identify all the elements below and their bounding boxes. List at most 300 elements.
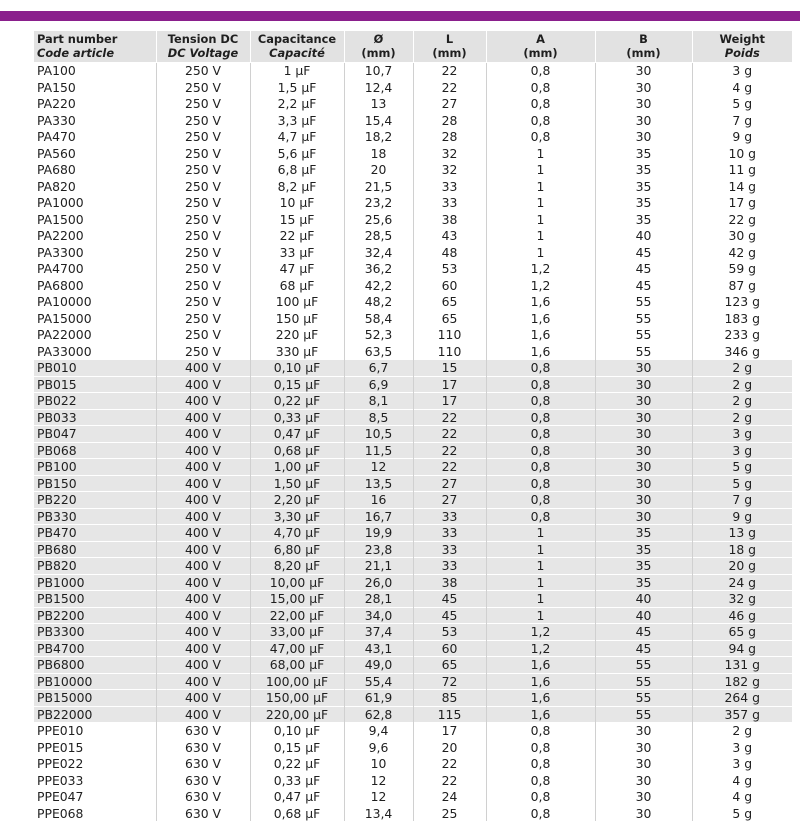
part-number-cell: PB047 (34, 426, 156, 443)
length-cell: 15 (413, 360, 486, 377)
table-row (34, 277, 792, 294)
weight-cell: 3 g (692, 756, 792, 773)
part-number-cell: PPE033 (34, 772, 156, 789)
a-cell: 0,8 (486, 129, 595, 146)
diameter-cell: 61,9 (344, 690, 413, 707)
diameter-cell: 16 (344, 492, 413, 509)
diameter-cell: 21,5 (344, 178, 413, 195)
diameter-cell: 34,0 (344, 607, 413, 624)
diameter-cell: 28,5 (344, 228, 413, 245)
part-number-cell: PA330 (34, 112, 156, 129)
voltage-cell: 630 V (156, 739, 250, 756)
part-number-cell: PB680 (34, 541, 156, 558)
b-cell: 30 (595, 756, 692, 773)
capacitance-cell: 0,10 µF (250, 723, 344, 740)
voltage-cell: 630 V (156, 756, 250, 773)
a-cell: 1 (486, 211, 595, 228)
part-number-cell: PA1500 (34, 211, 156, 228)
weight-cell: 3 g (692, 739, 792, 756)
voltage-cell: 250 V (156, 228, 250, 245)
col-header-weight: Weight Poids (692, 31, 792, 63)
length-cell: 115 (413, 706, 486, 723)
weight-cell: 5 g (692, 475, 792, 492)
length-cell: 43 (413, 228, 486, 245)
b-cell: 30 (595, 442, 692, 459)
header-row (34, 31, 792, 63)
weight-cell: 183 g (692, 310, 792, 327)
part-number-cell: PB150 (34, 475, 156, 492)
capacitance-cell: 0,15 µF (250, 376, 344, 393)
b-cell: 30 (595, 360, 692, 377)
table-row (34, 541, 792, 558)
capacitance-cell: 47 µF (250, 261, 344, 278)
b-cell: 35 (595, 525, 692, 542)
a-cell: 1,6 (486, 673, 595, 690)
voltage-cell: 250 V (156, 96, 250, 113)
table-row (34, 508, 792, 525)
a-cell: 1 (486, 244, 595, 261)
weight-cell: 4 g (692, 772, 792, 789)
a-cell: 0,8 (486, 723, 595, 740)
table-row (34, 805, 792, 821)
diameter-cell: 12,4 (344, 79, 413, 96)
length-cell: 33 (413, 508, 486, 525)
voltage-cell: 250 V (156, 79, 250, 96)
a-cell: 0,8 (486, 756, 595, 773)
col-header-part-number: Part number Code article (34, 31, 156, 63)
diameter-cell: 20 (344, 162, 413, 179)
length-cell: 110 (413, 327, 486, 344)
b-cell: 45 (595, 624, 692, 641)
part-number-cell: PA33000 (34, 343, 156, 360)
diameter-cell: 8,1 (344, 393, 413, 410)
b-cell: 35 (595, 162, 692, 179)
b-cell: 30 (595, 79, 692, 96)
diameter-cell: 11,5 (344, 442, 413, 459)
length-cell: 72 (413, 673, 486, 690)
diameter-cell: 25,6 (344, 211, 413, 228)
table-row (34, 79, 792, 96)
a-cell: 1 (486, 228, 595, 245)
a-cell: 0,8 (486, 376, 595, 393)
voltage-cell: 630 V (156, 789, 250, 806)
a-cell: 0,8 (486, 393, 595, 410)
table-row (34, 63, 792, 80)
table-row (34, 624, 792, 641)
a-cell: 0,8 (486, 492, 595, 509)
b-cell: 30 (595, 723, 692, 740)
b-cell: 35 (595, 541, 692, 558)
b-cell: 35 (595, 145, 692, 162)
weight-cell: 20 g (692, 558, 792, 575)
capacitance-cell: 100,00 µF (250, 673, 344, 690)
length-cell: 28 (413, 129, 486, 146)
weight-cell: 2 g (692, 723, 792, 740)
length-cell: 27 (413, 475, 486, 492)
diameter-cell: 12 (344, 772, 413, 789)
length-cell: 85 (413, 690, 486, 707)
part-number-cell: PB3300 (34, 624, 156, 641)
a-cell: 1 (486, 178, 595, 195)
weight-cell: 46 g (692, 607, 792, 624)
diameter-cell: 8,5 (344, 409, 413, 426)
weight-cell: 32 g (692, 591, 792, 608)
table-row (34, 327, 792, 344)
diameter-cell: 32,4 (344, 244, 413, 261)
b-cell: 30 (595, 129, 692, 146)
length-cell: 27 (413, 96, 486, 113)
table-row (34, 195, 792, 212)
length-cell: 22 (413, 459, 486, 476)
weight-cell: 131 g (692, 657, 792, 674)
length-cell: 27 (413, 492, 486, 509)
diameter-cell: 9,4 (344, 723, 413, 740)
voltage-cell: 400 V (156, 426, 250, 443)
part-number-cell: PA3300 (34, 244, 156, 261)
col-header-length: L (mm) (413, 31, 486, 63)
part-number-cell: PA470 (34, 129, 156, 146)
length-cell: 33 (413, 558, 486, 575)
diameter-cell: 10,7 (344, 63, 413, 80)
weight-cell: 10 g (692, 145, 792, 162)
diameter-cell: 12 (344, 459, 413, 476)
part-number-cell: PB068 (34, 442, 156, 459)
table-row (34, 145, 792, 162)
b-cell: 30 (595, 459, 692, 476)
weight-cell: 42 g (692, 244, 792, 261)
part-number-cell: PA680 (34, 162, 156, 179)
weight-cell: 264 g (692, 690, 792, 707)
table-row (34, 459, 792, 476)
capacitance-cell: 68 µF (250, 277, 344, 294)
a-cell: 1,6 (486, 327, 595, 344)
part-number-cell: PPE022 (34, 756, 156, 773)
weight-cell: 24 g (692, 574, 792, 591)
capacitance-cell: 0,47 µF (250, 789, 344, 806)
b-cell: 30 (595, 426, 692, 443)
table-row (34, 162, 792, 179)
diameter-cell: 36,2 (344, 261, 413, 278)
weight-cell: 13 g (692, 525, 792, 542)
part-number-cell: PA2200 (34, 228, 156, 245)
diameter-cell: 62,8 (344, 706, 413, 723)
a-cell: 0,8 (486, 96, 595, 113)
weight-cell: 9 g (692, 129, 792, 146)
capacitance-cell: 1,50 µF (250, 475, 344, 492)
table-row (34, 294, 792, 311)
weight-cell: 14 g (692, 178, 792, 195)
table-row (34, 442, 792, 459)
table-row (34, 475, 792, 492)
length-cell: 22 (413, 63, 486, 80)
b-cell: 55 (595, 294, 692, 311)
table-row (34, 607, 792, 624)
voltage-cell: 400 V (156, 442, 250, 459)
voltage-cell: 250 V (156, 294, 250, 311)
capacitance-cell: 0,22 µF (250, 393, 344, 410)
a-cell: 0,8 (486, 789, 595, 806)
part-number-cell: PA150 (34, 79, 156, 96)
capacitance-cell: 0,33 µF (250, 772, 344, 789)
voltage-cell: 400 V (156, 673, 250, 690)
b-cell: 45 (595, 640, 692, 657)
part-number-cell: PA820 (34, 178, 156, 195)
capacitance-cell: 6,80 µF (250, 541, 344, 558)
length-cell: 25 (413, 805, 486, 821)
voltage-cell: 250 V (156, 129, 250, 146)
table-body (34, 63, 792, 821)
a-cell: 0,8 (486, 772, 595, 789)
voltage-cell: 400 V (156, 558, 250, 575)
part-number-cell: PA10000 (34, 294, 156, 311)
diameter-cell: 55,4 (344, 673, 413, 690)
voltage-cell: 630 V (156, 805, 250, 821)
diameter-cell: 6,7 (344, 360, 413, 377)
voltage-cell: 250 V (156, 310, 250, 327)
diameter-cell: 12 (344, 789, 413, 806)
table-row (34, 492, 792, 509)
weight-cell: 2 g (692, 360, 792, 377)
part-number-cell: PB022 (34, 393, 156, 410)
length-cell: 22 (413, 79, 486, 96)
b-cell: 35 (595, 211, 692, 228)
voltage-cell: 250 V (156, 211, 250, 228)
table-row (34, 690, 792, 707)
a-cell: 0,8 (486, 360, 595, 377)
part-number-cell: PPE015 (34, 739, 156, 756)
a-cell: 1 (486, 145, 595, 162)
weight-cell: 59 g (692, 261, 792, 278)
weight-cell: 11 g (692, 162, 792, 179)
b-cell: 30 (595, 789, 692, 806)
table-row (34, 310, 792, 327)
b-cell: 55 (595, 673, 692, 690)
a-cell: 1 (486, 574, 595, 591)
length-cell: 60 (413, 640, 486, 657)
capacitance-cell: 4,7 µF (250, 129, 344, 146)
part-number-cell: PPE068 (34, 805, 156, 821)
a-cell: 1,2 (486, 277, 595, 294)
part-number-cell: PA22000 (34, 327, 156, 344)
length-cell: 17 (413, 723, 486, 740)
part-number-cell: PA15000 (34, 310, 156, 327)
voltage-cell: 400 V (156, 492, 250, 509)
table-row (34, 706, 792, 723)
length-cell: 48 (413, 244, 486, 261)
capacitance-cell: 22 µF (250, 228, 344, 245)
voltage-cell: 250 V (156, 261, 250, 278)
part-number-cell: PA4700 (34, 261, 156, 278)
b-cell: 30 (595, 393, 692, 410)
part-number-cell: PB470 (34, 525, 156, 542)
capacitance-cell: 10 µF (250, 195, 344, 212)
capacitance-cell: 15,00 µF (250, 591, 344, 608)
capacitance-cell: 5,6 µF (250, 145, 344, 162)
voltage-cell: 400 V (156, 706, 250, 723)
weight-cell: 22 g (692, 211, 792, 228)
length-cell: 33 (413, 525, 486, 542)
weight-cell: 357 g (692, 706, 792, 723)
table-row (34, 409, 792, 426)
length-cell: 28 (413, 112, 486, 129)
length-cell: 38 (413, 574, 486, 591)
length-cell: 17 (413, 393, 486, 410)
b-cell: 35 (595, 558, 692, 575)
part-number-cell: PB220 (34, 492, 156, 509)
accent-bar (0, 11, 800, 21)
length-cell: 65 (413, 294, 486, 311)
weight-cell: 5 g (692, 96, 792, 113)
voltage-cell: 400 V (156, 376, 250, 393)
weight-cell: 94 g (692, 640, 792, 657)
diameter-cell: 16,7 (344, 508, 413, 525)
length-cell: 53 (413, 261, 486, 278)
table-row (34, 96, 792, 113)
voltage-cell: 400 V (156, 541, 250, 558)
weight-cell: 3 g (692, 426, 792, 443)
part-number-cell: PA1000 (34, 195, 156, 212)
b-cell: 40 (595, 591, 692, 608)
part-number-cell: PB015 (34, 376, 156, 393)
capacitance-cell: 1 µF (250, 63, 344, 80)
voltage-cell: 400 V (156, 690, 250, 707)
part-number-cell: PA6800 (34, 277, 156, 294)
b-cell: 30 (595, 475, 692, 492)
col-header-voltage: Tension DC DC Voltage (156, 31, 250, 63)
table-row (34, 244, 792, 261)
weight-cell: 346 g (692, 343, 792, 360)
weight-cell: 30 g (692, 228, 792, 245)
voltage-cell: 400 V (156, 393, 250, 410)
table-row (34, 756, 792, 773)
b-cell: 30 (595, 409, 692, 426)
weight-cell: 9 g (692, 508, 792, 525)
voltage-cell: 250 V (156, 178, 250, 195)
voltage-cell: 400 V (156, 409, 250, 426)
b-cell: 35 (595, 195, 692, 212)
length-cell: 33 (413, 178, 486, 195)
weight-cell: 7 g (692, 112, 792, 129)
voltage-cell: 250 V (156, 277, 250, 294)
capacitance-cell: 6,8 µF (250, 162, 344, 179)
voltage-cell: 400 V (156, 475, 250, 492)
part-number-cell: PB15000 (34, 690, 156, 707)
b-cell: 30 (595, 112, 692, 129)
weight-cell: 3 g (692, 63, 792, 80)
b-cell: 45 (595, 261, 692, 278)
part-number-cell: PA220 (34, 96, 156, 113)
weight-cell: 182 g (692, 673, 792, 690)
b-cell: 35 (595, 574, 692, 591)
capacitance-cell: 0,47 µF (250, 426, 344, 443)
diameter-cell: 21,1 (344, 558, 413, 575)
a-cell: 0,8 (486, 63, 595, 80)
b-cell: 30 (595, 492, 692, 509)
capacitance-cell: 100 µF (250, 294, 344, 311)
a-cell: 0,8 (486, 79, 595, 96)
voltage-cell: 400 V (156, 607, 250, 624)
b-cell: 55 (595, 310, 692, 327)
length-cell: 38 (413, 211, 486, 228)
b-cell: 55 (595, 706, 692, 723)
diameter-cell: 13 (344, 96, 413, 113)
diameter-cell: 58,4 (344, 310, 413, 327)
part-number-cell: PB4700 (34, 640, 156, 657)
weight-cell: 17 g (692, 195, 792, 212)
a-cell: 1,6 (486, 343, 595, 360)
capacitance-cell: 220 µF (250, 327, 344, 344)
capacitance-cell: 0,10 µF (250, 360, 344, 377)
table-row (34, 723, 792, 740)
weight-cell: 4 g (692, 79, 792, 96)
voltage-cell: 250 V (156, 343, 250, 360)
b-cell: 55 (595, 657, 692, 674)
capacitance-cell: 4,70 µF (250, 525, 344, 542)
capacitance-cell: 8,20 µF (250, 558, 344, 575)
weight-cell: 87 g (692, 277, 792, 294)
b-cell: 30 (595, 376, 692, 393)
a-cell: 0,8 (486, 508, 595, 525)
a-cell: 0,8 (486, 112, 595, 129)
part-number-cell: PB2200 (34, 607, 156, 624)
diameter-cell: 48,2 (344, 294, 413, 311)
length-cell: 20 (413, 739, 486, 756)
table-row (34, 360, 792, 377)
a-cell: 0,8 (486, 426, 595, 443)
b-cell: 45 (595, 277, 692, 294)
diameter-cell: 52,3 (344, 327, 413, 344)
length-cell: 22 (413, 756, 486, 773)
capacitance-cell: 3,3 µF (250, 112, 344, 129)
b-cell: 30 (595, 63, 692, 80)
diameter-cell: 15,4 (344, 112, 413, 129)
a-cell: 1 (486, 525, 595, 542)
diameter-cell: 26,0 (344, 574, 413, 591)
a-cell: 1,6 (486, 690, 595, 707)
capacitance-cell: 33,00 µF (250, 624, 344, 641)
b-cell: 30 (595, 508, 692, 525)
a-cell: 0,8 (486, 475, 595, 492)
part-number-cell: PB1500 (34, 591, 156, 608)
part-number-cell: PB10000 (34, 673, 156, 690)
table-row (34, 112, 792, 129)
voltage-cell: 400 V (156, 574, 250, 591)
capacitance-cell: 220,00 µF (250, 706, 344, 723)
weight-cell: 7 g (692, 492, 792, 509)
part-number-cell: PB22000 (34, 706, 156, 723)
part-number-cell: PB820 (34, 558, 156, 575)
voltage-cell: 400 V (156, 459, 250, 476)
voltage-cell: 250 V (156, 244, 250, 261)
part-number-cell: PA560 (34, 145, 156, 162)
part-number-cell: PPE047 (34, 789, 156, 806)
capacitance-cell: 330 µF (250, 343, 344, 360)
capacitance-cell: 3,30 µF (250, 508, 344, 525)
capacitance-cell: 47,00 µF (250, 640, 344, 657)
table-row (34, 426, 792, 443)
a-cell: 1 (486, 541, 595, 558)
length-cell: 32 (413, 145, 486, 162)
weight-cell: 18 g (692, 541, 792, 558)
capacitance-cell: 0,22 µF (250, 756, 344, 773)
length-cell: 65 (413, 310, 486, 327)
voltage-cell: 400 V (156, 508, 250, 525)
table-row (34, 211, 792, 228)
voltage-cell: 630 V (156, 723, 250, 740)
voltage-cell: 250 V (156, 327, 250, 344)
length-cell: 17 (413, 376, 486, 393)
table-row (34, 343, 792, 360)
